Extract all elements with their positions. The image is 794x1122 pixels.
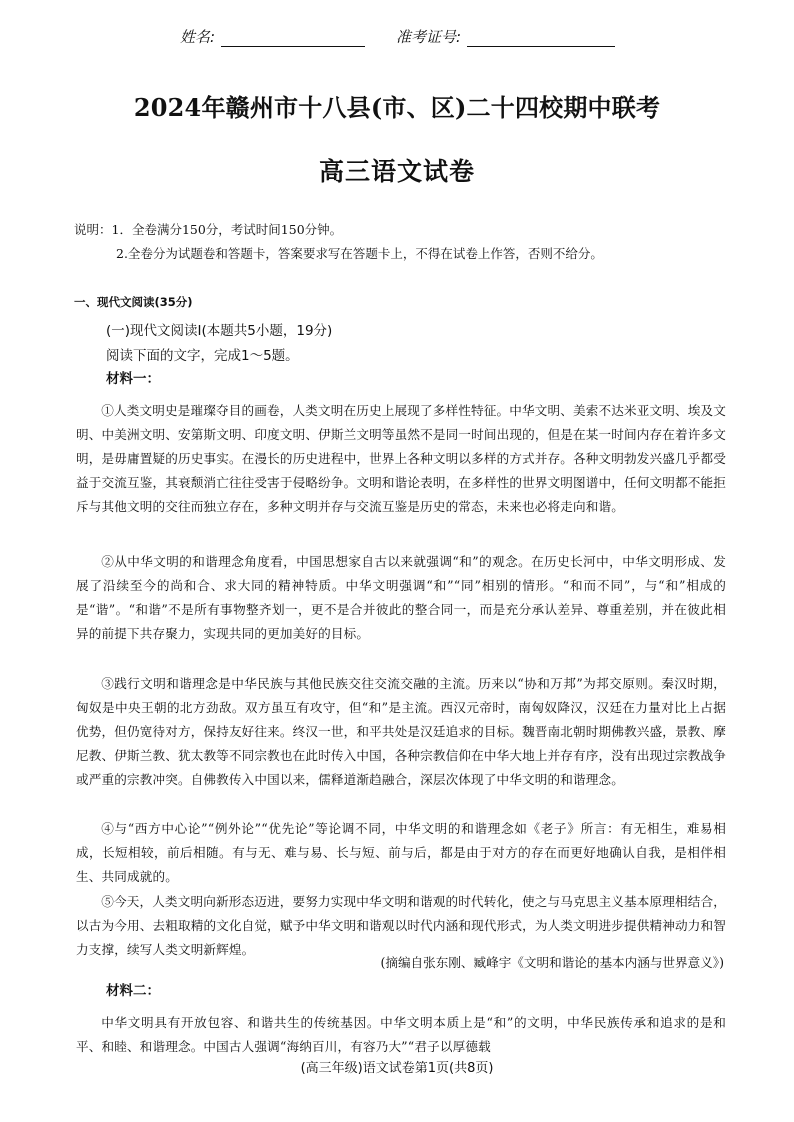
reading-instruction: 阅读下面的文字，完成1～5题。 (106, 348, 299, 364)
material-1-paragraph-1: ①人类文明史是璀璨夺目的画卷，人类文明在历史上展现了多样性特征。中华文明、美索不达米亚文明、埃及文明、中美洲文明、安第斯文明、印度文明、伊斯兰文明等虽然不是同一时间出现的，但是在某一时间内存在着许多文明，是毋庸置疑的历史事实。在漫长的历史进程中，世界上各种文明以多样的方式并存。各种文明勃发兴盛几乎都受益于交流互鉴，其衰颓消亡往往受害于侵略纷争。文明和谐论表明，在多样性的世界文明图谱中，任何文明都不能拒斥与其他文明的交往而独立存在，多种文明并存与交流互鉴是历史的常态，未来也必将走向和谐。 (76, 402, 726, 514)
subsection-heading: (一)现代文阅读Ⅰ(本题共5小题，19分) (106, 323, 333, 339)
instructions-line-2: 2.全卷分为试题卷和答题卡，答案要求写在答题卡上，不得在试卷上作答，否则不给分。 (116, 246, 603, 261)
exam-id-field (396, 26, 615, 47)
name-label: 姓名: (180, 28, 216, 46)
candidate-info-line (180, 26, 640, 52)
name-blank (221, 28, 365, 47)
section-heading: 一、现代文阅读(35分) (74, 295, 193, 309)
name-field (180, 26, 365, 47)
exam-id-label: 准考证号: (396, 28, 462, 46)
exam-title: 2024年赣州市十八县(市、区)二十四校期中联考 (133, 93, 661, 122)
material-1-paragraph-5: ⑤今天，人类文明向新形态迈进，要努力实现中华文明和谐观的时代转化，使之与马克思主义基本原理相结合，以古为今用、去粗取精的文化自觉，赋予中华文明和谐观以时代内涵和现代形式，为人类文明进步提供精神动力和智力支撑，续写人类文明新辉煌。 (76, 893, 726, 957)
material-1-paragraph-4: ④与“西方中心论”“例外论”“优先论”等论调不同，中华文明的和谐理念如《老子》所言：有无相生，难易相成，长短相较，前后相随。有与无、难与易、长与短、前与后，都是由于对方的存在而更好地确认自我，是相伴相生、共同成就的。 (76, 820, 726, 884)
material-1-source: (摘编自张东刚、臧峰宇《文明和谐论的基本内涵与世界意义》) (380, 955, 724, 970)
material-1-paragraph-3: ③践行文明和谐理念是中华民族与其他民族交往交流交融的主流。历来以“协和万邦”为邦交原则。秦汉时期，匈奴是中央王朝的北方劲敌。双方虽互有攻守，但“和”是主流。西汉元帝时，南匈奴降汉，汉廷在力量对比上占据优势，但仍宽待对方，保持友好往来。终汉一世，和平共处是汉廷追求的目标。魏晋南北朝时期佛教兴盛，景教、摩尼教、伊斯兰教、犹太教等不同宗教也在此时传入中国，各种宗教信仰在中华大地上并存有序，没有出现过宗教战争或严重的宗教冲突。自佛教传入中国以来，儒释道渐趋融合，深层次体现了中华文明的和谐理念。 (76, 675, 726, 787)
exam-id-blank (467, 28, 615, 47)
instructions-line-1: 说明：1．全卷满分150分，考试时间150分钟。 (74, 222, 343, 237)
material-1-label: 材料一： (106, 371, 160, 387)
page-footer: (高三年级)语文试卷第1页(共8页) (300, 1061, 494, 1076)
material-1-paragraph-2: ②从中华文明的和谐理念角度看，中国思想家自古以来就强调“和”的观念。在历史长河中，中华文明形成、发展了沿续至今的尚和合、求大同的精神特质。中华文明强调“和”“同”相别的情形。“和而不同”，与“和”相成的是“谐”。“和谐”不是所有事物整齐划一，更不是合并彼此的整合同一，而是充分承认差异、尊重差别，并在彼此相异的前提下共存聚力，实现共同的更加美好的目标。 (76, 553, 726, 641)
material-2-paragraph-1: 中华文明具有开放包容、和谐共生的传统基因。中华文明本质上是“和”的文明，中华民族传承和追求的是和平、和睦、和谐理念。中国古人强调“海纳百川，有容乃大”“君子以厚德载 (76, 1014, 726, 1054)
exam-subtitle: 高三语文试卷 (318, 157, 475, 186)
material-2-label: 材料二： (106, 983, 160, 999)
